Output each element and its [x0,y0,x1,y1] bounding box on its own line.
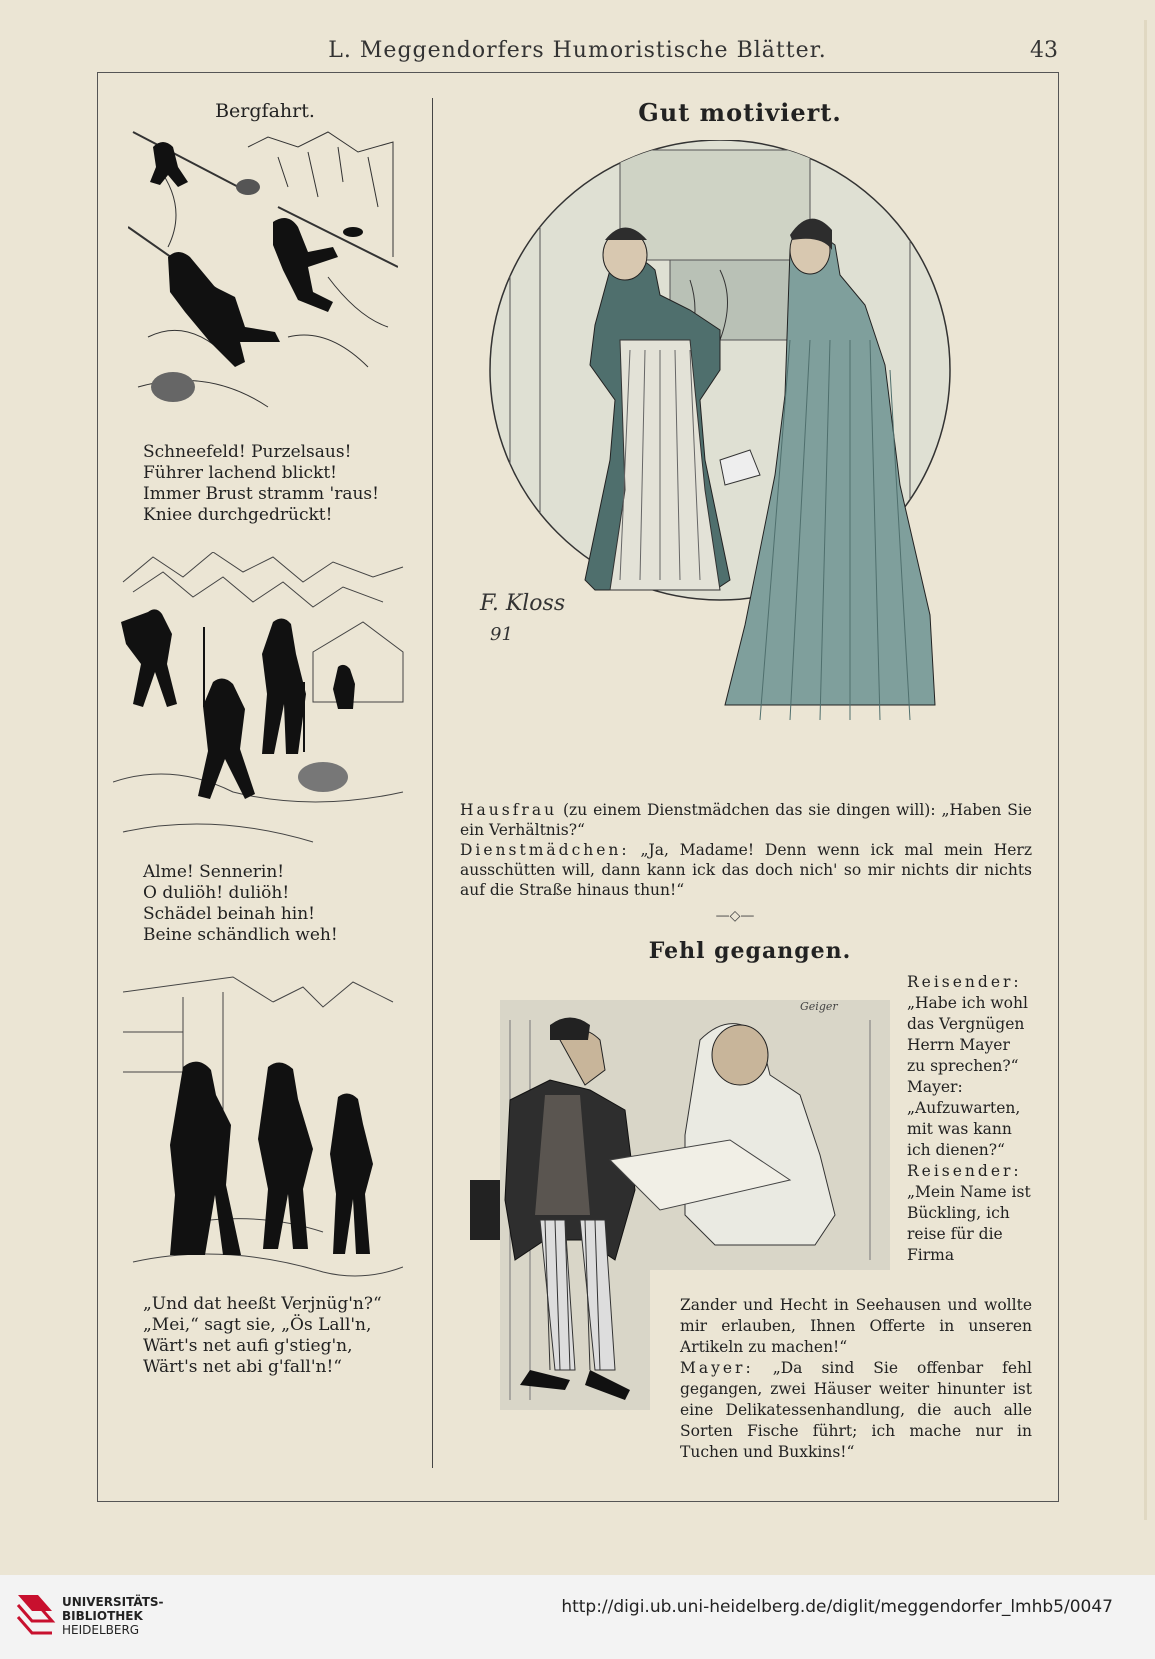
story2-line-2 [907,1077,1032,1161]
illustration-maid-and-mistress [470,140,1010,795]
svg-text:F. Kloss: F. Kloss [480,591,566,616]
story2-line-1 [907,972,1032,1077]
page-number: 43 [1030,38,1058,63]
dialog-text: „Mein Name ist Bückling, ich reise für die Firma [907,1183,1031,1264]
source-url-link[interactable]: http://digi.ub.uni-heidelberg.de/diglit/meggendorfer_lmhb5/0047 [561,1597,1113,1617]
paper-edge [1144,20,1147,1520]
column-divider [432,98,433,1468]
page-header [0,34,1155,74]
story2-line-4 [680,1295,1032,1358]
library-footer [0,1575,1155,1659]
library-logo-icon[interactable] [14,1591,56,1641]
story1-line-2 [460,840,1032,900]
story2-line-5 [680,1358,1032,1463]
speaker-label: Reisender: [907,973,1022,991]
story2-narrow-dialog [907,972,1032,1266]
library-line-1: UNIVERSITÄTS- [62,1595,164,1609]
illustration-village-trio [123,972,403,1287]
dialog-text: „Aufzuwarten, mit was kann ich dienen?“ [907,1099,1021,1159]
library-line-3: HEIDELBERG [62,1623,140,1637]
speaker-label: Hausfrau [460,801,558,819]
dialog-text: „Habe ich wohl das Vergnügen Herrn Mayer zu sprechen?“ [907,994,1028,1075]
story2-wide-dialog [680,1295,1032,1463]
svg-text:91: 91 [490,624,513,645]
story1-line-1 [460,800,1032,840]
story1-title: Gut motiviert. [638,98,842,127]
verse-2: Alme! Sennerin! O duliöh! duliöh! Schädel beinah hin! Beine schändlich weh! [143,862,338,945]
library-name [62,1595,164,1637]
speaker-label: Reisender: [907,1162,1022,1180]
svg-text:Geiger: Geiger [800,1000,838,1013]
speaker-label: Mayer: [907,1078,963,1096]
library-line-2: BIBLIOTHEK [62,1609,143,1623]
dialog-text: „Ja, Madame! Denn wenn ick mal mein Herz ausschütten will, dann kann ick das doch nich' so mir nichts dir nichts auf die Straße hinaus thun!“ [460,841,1032,899]
verse-3: „Und dat heeßt Verjnüg'n?“ „Mei,“ sagt sie, „Ös Lall'n, Wärt's net aufi g'stieg'n, Wärt's net abi g'fall'n!“ [143,1294,382,1377]
speaker-label: Dienstmädchen: [460,841,630,859]
dialog-text: (zu einem Dienstmädchen das sie dingen will): „Haben Sie ein Verhältnis?“ [460,801,1032,839]
dialog-text: Zander und Hecht in Seehausen und wollte mir erlauben, Ihnen Offerte in unseren Artikeln zu machen!“ [680,1296,1032,1356]
story2-line-3 [907,1161,1032,1266]
speaker-label: Mayer: [680,1359,754,1377]
ornament-icon: —◇— [715,908,755,924]
verse-1: Schneefeld! Purzelsaus! Führer lachend blickt! Immer Brust stramm 'raus! Kniee durchgedrückt! [143,442,379,525]
story2-title: Fehl gegangen. [648,938,852,964]
illustration-snowfield-tumble [128,127,398,417]
magazine-title: L. Meggendorfers Humoristische Blätter. [328,38,827,63]
story1-dialog [460,800,1032,900]
left-column-title: Bergfahrt. [215,100,315,122]
dialog-text: „Da sind Sie offenbar fehl gegangen, zwei Häuser weiter hinunter ist eine Delikatessenhandlung, die auch alle Sorten Fische führt; ich mache nur in Tuchen und Buxkins!“ [680,1359,1032,1461]
illustration-alm-hikers [113,552,413,852]
